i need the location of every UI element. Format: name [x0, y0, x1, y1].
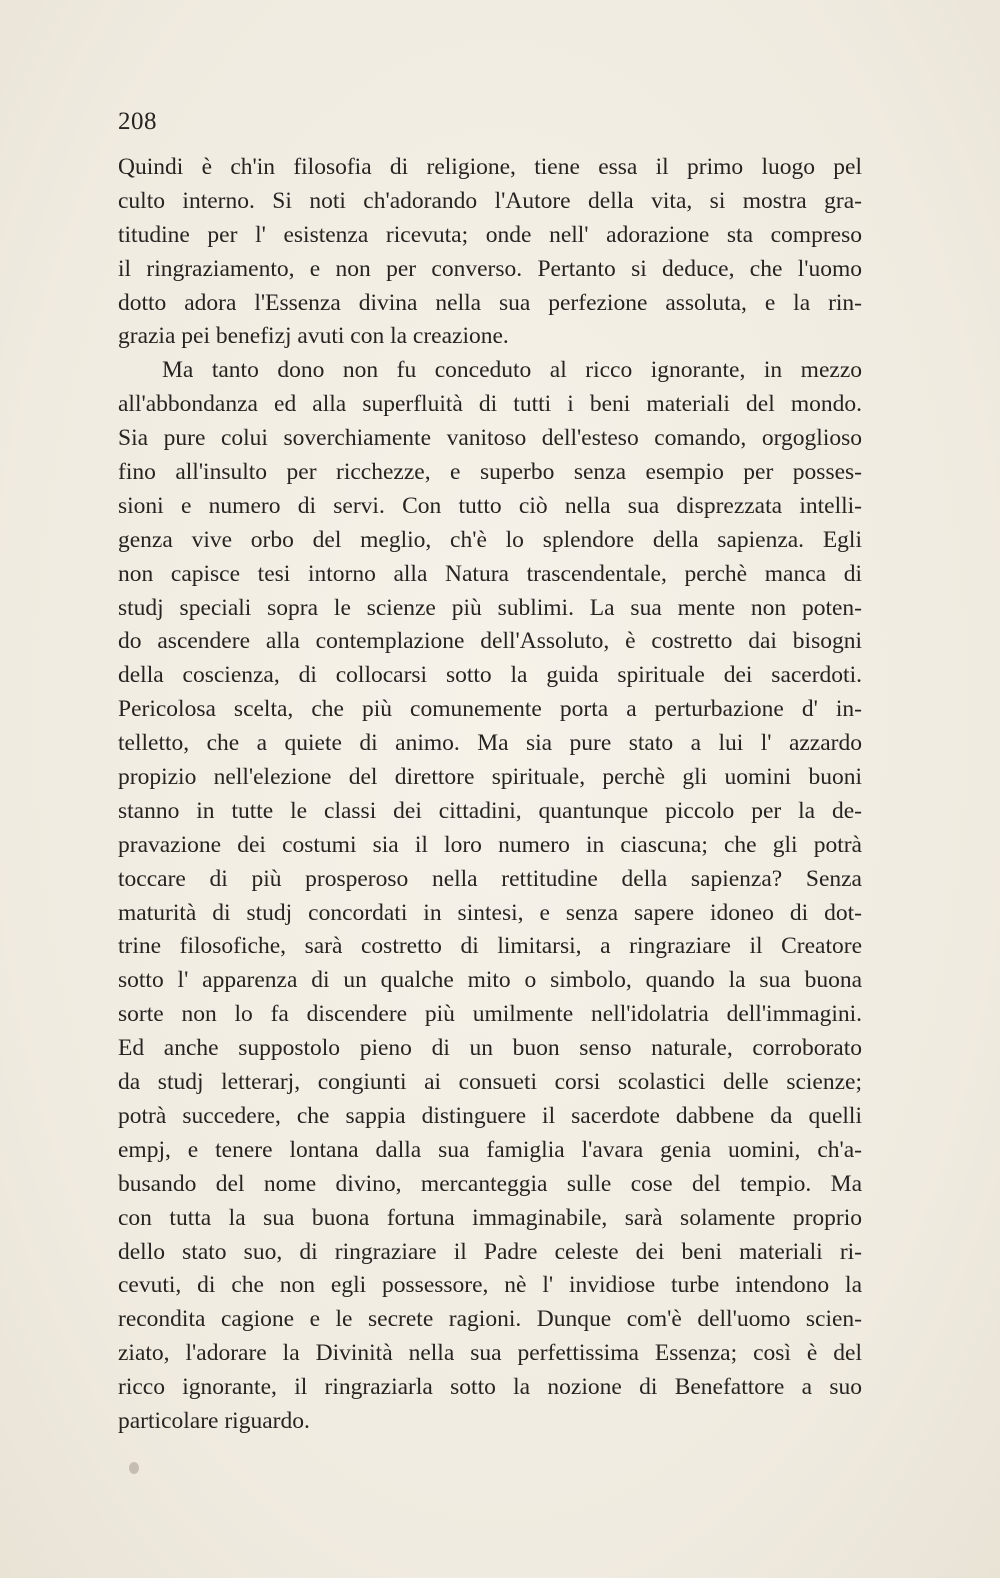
text-line: sorte non lo fa discendere più umilmente nell'idolatria dell'immagini.	[118, 1001, 862, 1028]
text-line: grazia pei benefizj avuti con la creazione.	[118, 323, 509, 350]
text-line: trine filosofiche, sarà costretto di limitarsi, a ringraziare il Creatore	[118, 933, 862, 960]
text-line: empj, e tenere lontana dalla sua famiglia l'avara genia uomini, ch'a-	[118, 1136, 862, 1163]
text-line: busando del nome divino, mercanteggia sulle cose del tempio. Ma	[118, 1170, 862, 1197]
text-line: ziato, l'adorare la Divinità nella sua perfettissima Essenza; così è del	[118, 1340, 862, 1367]
text-line: da studj letterarj, congiunti ai consueti corsi scolastici delle scienze;	[118, 1069, 862, 1096]
text-line: propizio nell'elezione del direttore spirituale, perchè gli uomini buoni	[118, 764, 862, 791]
text-line: pravazione dei costumi sia il loro numero in ciascuna; che gli potrà	[118, 831, 862, 858]
text-line: particolare riguardo.	[118, 1407, 310, 1434]
text-line: sotto l' apparenza di un qualche mito o simbolo, quando la sua buona	[118, 967, 862, 994]
text-line: culto interno. Si noti ch'adorando l'Autore della vita, si mostra gra-	[118, 187, 862, 214]
text-line: do ascendere alla contemplazione dell'Assoluto, è costretto dai bisogni	[118, 628, 862, 655]
text-line: fino all'insulto per ricchezze, e superbo senza esempio per posses-	[118, 459, 862, 486]
text-line: all'abbondanza ed alla superfluità di tutti i beni materiali del mondo.	[118, 391, 862, 418]
text-line: Ma tanto dono non fu conceduto al ricco ignorante, in mezzo	[162, 357, 862, 384]
text-line: Sia pure colui soverchiamente vanitoso dell'esteso comando, orgoglioso	[118, 425, 862, 452]
text-line: recondita cagione e le secrete ragioni. Dunque com'è dell'uomo scien-	[118, 1306, 862, 1333]
text-line: genza vive orbo del meglio, ch'è lo splendore della sapienza. Egli	[118, 526, 862, 553]
text-line: cevuti, di che non egli possessore, nè l' invidiose turbe intendono la	[118, 1272, 862, 1299]
text-line: toccare di più prosperoso nella rettitudine della sapienza? Senza	[118, 865, 862, 892]
text-line: con tutta la sua buona fortuna immaginabile, sarà solamente proprio	[118, 1204, 862, 1231]
text-line: dotto adora l'Essenza divina nella sua perfezione assoluta, e la rin-	[118, 289, 862, 316]
ink-smudge	[129, 1462, 139, 1474]
text-line: titudine per l' esistenza ricevuta; onde nell' adorazione sta compreso	[118, 221, 862, 248]
text-line: Pericolosa scelta, che più comunemente porta a perturbazione d' in-	[118, 696, 862, 723]
text-line: potrà succedere, che sappia distinguere il sacerdote dabbene da quelli	[118, 1102, 862, 1129]
text-line: maturità di studj concordati in sintesi, e senza sapere idoneo di dot-	[118, 899, 862, 926]
text-line: Ed anche suppostolo pieno di un buon senso naturale, corroborato	[118, 1035, 862, 1062]
text-line: stanno in tutte le classi dei cittadini, quantunque piccolo per la de-	[118, 797, 862, 824]
body-text	[118, 151, 862, 1439]
text-line: non capisce tesi intorno alla Natura trascendentale, perchè manca di	[118, 560, 862, 587]
text-line: sioni e numero di servi. Con tutto ciò nella sua disprezzata intelli-	[118, 492, 862, 519]
text-line: telletto, che a quiete di animo. Ma sia pure stato a lui l' azzardo	[118, 730, 862, 757]
text-line: Quindi è ch'in filosofia di religione, tiene essa il primo luogo pel	[118, 154, 862, 180]
text-line: studj speciali sopra le scienze più sublimi. La sua mente non poten-	[118, 594, 862, 621]
text-line: della coscienza, di collocarsi sotto la guida spirituale dei sacerdoti.	[118, 662, 862, 689]
text-line: il ringraziamento, e non per converso. Pertanto si deduce, che l'uomo	[118, 255, 862, 282]
text-line: ricco ignorante, il ringraziarla sotto la nozione di Benefattore a suo	[118, 1374, 862, 1401]
page-number: 208	[118, 108, 157, 135]
text-line: dello stato suo, di ringraziare il Padre celeste dei beni materiali ri-	[118, 1238, 862, 1265]
